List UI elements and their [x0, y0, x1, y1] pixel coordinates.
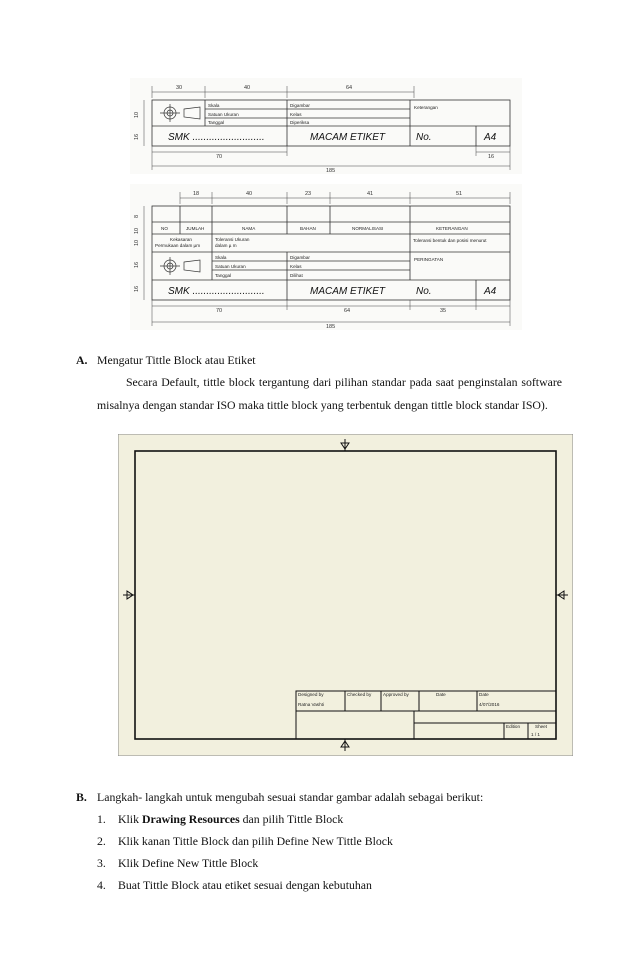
dim2-41: 41 [367, 191, 374, 197]
title-block-figure-1 [130, 78, 522, 174]
label-date: Date [479, 692, 489, 697]
designer-name: Ratna Vashti [298, 702, 324, 707]
section-b-heading: Langkah- langkah untuk mengubah sesuai standar gambar adalah sebagai berikut: [97, 790, 484, 804]
label-peringatan: PERINGATAN [414, 257, 444, 262]
dim-185: 185 [326, 168, 336, 174]
smk-label-2: SMK .......................... [168, 286, 265, 297]
step-1-bold: Drawing Resources [141, 812, 240, 826]
step-1-post: dan pilih Tittle Block [239, 812, 344, 826]
label-diperiksa: Diperiksa [290, 120, 310, 125]
header-keterangan: KETERANGAN [436, 226, 468, 231]
dim2-18: 18 [193, 191, 200, 197]
section-a-line1: Secara Default, tittle block tergantung dari pilihan standar pada saat penginstalan software [126, 375, 562, 389]
label-designed-by: Designed by [298, 692, 324, 697]
dim2-64: 64 [344, 308, 351, 314]
dim2-side-16a: 16 [134, 261, 140, 268]
label-skala-2: Skala [215, 255, 227, 260]
dim-40: 40 [244, 85, 251, 91]
section-a-heading: Mengatur Tittle Block atau Etiket [97, 353, 256, 367]
title-block-figure-2 [130, 184, 522, 330]
label-keterangan: Keterangan [414, 105, 438, 110]
step-1-pre: Klik [118, 812, 142, 826]
drawing-sheet-figure [118, 434, 573, 756]
label-tanggal-2: Tanggal [215, 273, 232, 278]
section-b-letter: B. [76, 790, 87, 804]
label-approved-by: Approved by [383, 692, 409, 697]
dim2-40: 40 [246, 191, 253, 197]
label-kelas-2: Kelas [290, 264, 302, 269]
label-satuan-2: Satuan Ukuran [215, 264, 246, 269]
size-a4: A4 [484, 132, 497, 143]
section-a-line2: misalnya dengan standar ISO maka tittle block yang terbentuk dengan tittle block standar ISO). [97, 398, 548, 412]
section-a-letter: A. [76, 353, 88, 367]
label-toleransi-dalam: dalam µ m [215, 243, 237, 248]
label-permukaan: Permukaan dalam µm [155, 243, 201, 248]
title-macam-etiket-2: MACAM ETIKET [310, 286, 386, 297]
step-2: Klik kanan Tittle Block dan pilih Define New Tittle Block [118, 834, 393, 848]
label-kekasaran: Kekasaran [170, 237, 192, 242]
label-skala: Skala [208, 103, 220, 108]
dim2-side-16b: 16 [134, 285, 140, 292]
dim-70: 70 [216, 154, 223, 160]
label-toleransi-bentuk: Toleransi bentuk dan posisi menurut [413, 238, 487, 243]
label-sheet: Sheet [535, 724, 548, 729]
step-4-number: 4. [97, 878, 106, 892]
label-date-approved: Date [436, 692, 446, 697]
dim2-35: 35 [440, 308, 447, 314]
dim2-side-10b: 10 [134, 239, 140, 246]
sheet-value: 1 / 1 [531, 732, 540, 737]
dim2-side-8: 8 [134, 214, 140, 218]
dim2-51: 51 [456, 191, 463, 197]
step-2-number: 2. [97, 834, 106, 848]
label-toleransi: Toleransi Ukuran [215, 237, 250, 242]
step-3: Klik Define New Tittle Block [118, 856, 259, 870]
dim-16-bottom: 16 [488, 154, 495, 160]
label-digambar: Digambar [290, 103, 310, 108]
date-value: 4/07/2016 [479, 702, 500, 707]
label-tanggal: Tanggal [208, 120, 225, 125]
header-bahan: BAHAN [300, 226, 316, 231]
label-checked-by: Checked by [347, 692, 372, 697]
dim-16: 16 [134, 133, 140, 140]
smk-label: SMK .......................... [168, 132, 265, 143]
header-normalisasi: NORMALISASI [352, 226, 384, 231]
title-macam-etiket: MACAM ETIKET [310, 132, 386, 143]
step-3-number: 3. [97, 856, 106, 870]
label-digambar-2: Digambar [290, 255, 310, 260]
step-1-number: 1. [97, 812, 106, 826]
header-nama: NAMA [242, 226, 256, 231]
step-4: Buat Tittle Block atau etiket sesuai dengan kebutuhan [118, 878, 372, 892]
dim-64: 64 [346, 85, 353, 91]
size-a4-2: A4 [484, 286, 497, 297]
no-label-2: No. [416, 286, 432, 297]
dim-30: 30 [176, 85, 183, 91]
header-no: NO [161, 226, 168, 231]
dim2-185: 185 [326, 324, 336, 330]
no-label: No. [416, 132, 432, 143]
dim2-23: 23 [305, 191, 312, 197]
label-dilihat-2: Dilihat [290, 273, 303, 278]
header-jumlah: JUMLAH [186, 226, 205, 231]
label-kelas: Kelas [290, 112, 302, 117]
dim2-70: 70 [216, 308, 223, 314]
label-edition: Edition [506, 724, 521, 729]
step-1 [118, 812, 343, 827]
dim2-side-10a: 10 [134, 227, 140, 234]
label-satuan: Satuan Ukuran [208, 112, 239, 117]
dim-10: 10 [134, 111, 140, 118]
